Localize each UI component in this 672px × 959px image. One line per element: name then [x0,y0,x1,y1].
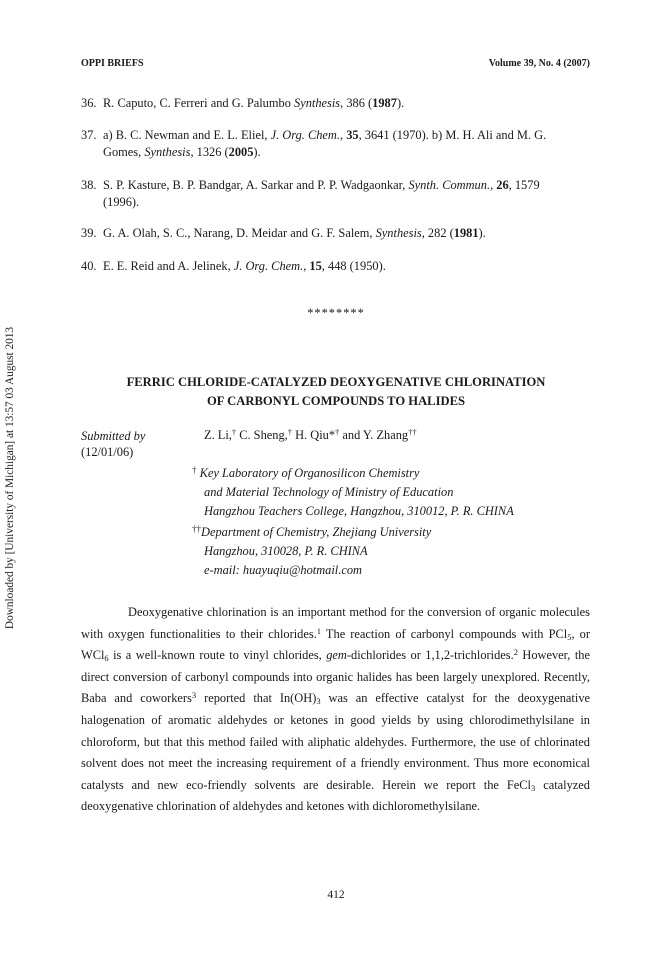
body-paragraph: Deoxygenative chlorination is an important method for the conversion of organic molecules with oxygen functionalities to their chlorides.$^1$ The reaction of carbonyl compounds with PCl$_5$, or WCl$_6$ is a well-known route to vinyl chlorides, gem-dichlorides or 1,1,2-trichlorides.$^2$ However, the direct conversion of carbonyl compounds into organic halides has been largely unexplored. Recently, Baba and coworkers$^3$ reported that $In(OH)_3$ was an effective catalyst for the deoxygenative halogenation of aromatic aldehydes or ketones in good yields by using chlorodimethylsilane in chloroform, but that this method failed with aliphatic aldehydes. Furthermore, the use of chlorinated solvent does not meet the increasing requirement of a friendly environment. Thus more economical catalysts and new eco-friendly solvents are desirable. Herein we report the FeCl$_3$ catalyzed deoxygenative chlorination of aldehydes and ketones with dichloromethylsilane. [81,605,591,814]
reference-40: 40. E. E. Reid and A. Jelinek, J. Org. Chem., 15, 448 (1950). [81,259,386,273]
affiliation-1: † Key Laboratory of Organosilicon Chemistry [192,465,420,480]
download-notice: Downloaded by [University of Michigan] at 13:57 03 August 2013 [4,326,16,630]
section-separator: ******** [307,306,365,320]
submission-date: (12/01/06) [81,445,134,459]
submitted-by-label: Submitted by [81,429,146,443]
download-watermark [0,0,20,959]
running-header [81,58,590,72]
reference-36: 36. R. Caputo, C. Ferreri and G. Palumbo Synthesis, 386 (1987). [81,96,405,110]
reference-37: 37. a) B. C. Newman and E. L. Eliel, J. Org. Chem., 35, 3641 (1970). b) M. H. Ali and M. G. Gomes, Synthesis, 1326 (2005). [81,128,547,159]
reference-38: 38. S. P. Kasture, B. P. Bandgar, A. Sarkar and P. P. Wadgaonkar, Synth. Commun., 26, 1579 (1996). [81,178,540,209]
reference-39: 39. G. A. Olah, S. C., Narang, D. Meidar and G. F. Salem, Synthesis, 282 (1981). [81,226,486,240]
affiliations: † Key Laboratory of Organosilicon Chemistry and Material Technology of Ministry of Education Hangzhou Teachers College, Hangzhou, 310012, P. R. CHINA ††Department of Chemistry, Zhejiang University Hangzhou, 310028, P. R. CHINA e-mail: huayuqiu@hotmail.com [192,461,514,580]
article-title [0,373,672,411]
volume-info: Volume 39, No. 4 (2007) [488,58,590,69]
title-line-1: FERRIC CHLORIDE-CATALYZED DEOXYGENATIVE CHLORINATION [126,375,546,389]
page-number: 412 [327,889,345,901]
contact-email: e-mail: huayuqiu@hotmail.com [204,562,362,577]
journal-section: OPPI BRIEFS [81,58,144,69]
author-list: Z. Li,† C. Sheng,† H. Qiu*† and Y. Zhang†† [204,427,417,442]
affiliation-2: ††Department of Chemistry, Zhejiang University [192,524,432,540]
title-line-2: OF CARBONYL COMPOUNDS TO HALIDES [207,394,465,408]
